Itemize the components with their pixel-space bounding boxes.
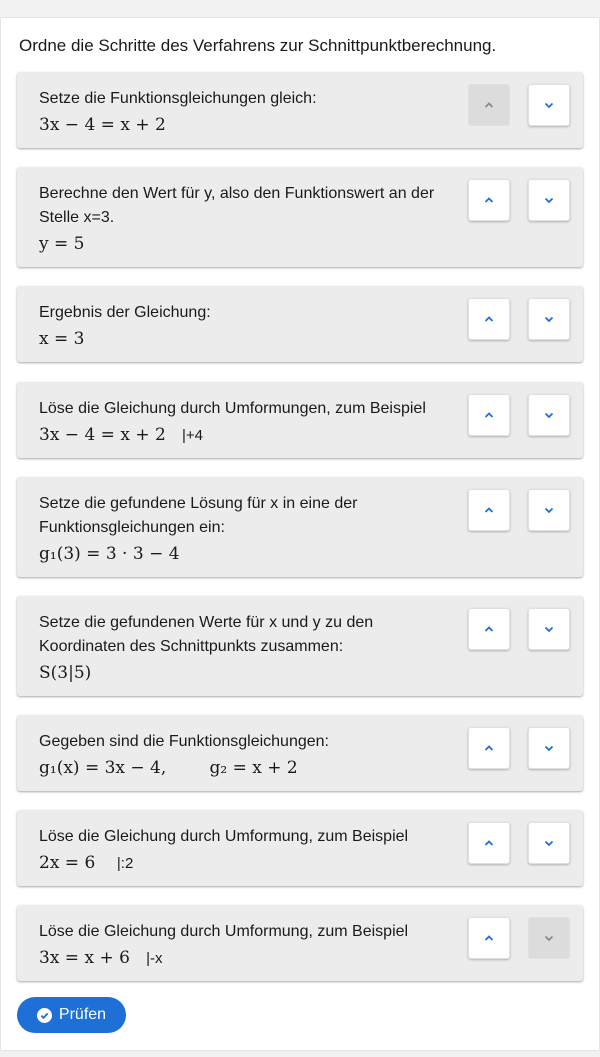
item-description: Löse die Gleichung durch Umformung, zum Beispiel (39, 923, 409, 940)
formula-expression: 3x − 4 = x + 2 (39, 425, 166, 445)
move-down-button[interactable] (528, 822, 570, 864)
item-text (39, 87, 444, 138)
chevron-down-icon (544, 505, 554, 515)
move-down-button[interactable] (528, 84, 570, 126)
item-formula: S(3|5) (39, 663, 92, 683)
chevron-up-icon (484, 624, 494, 634)
sortable-item[interactable] (17, 810, 583, 886)
sortable-item[interactable] (17, 596, 583, 696)
item-formula (39, 422, 444, 449)
item-description: Setze die gefundenen Werte für x und y zu den Koordinaten des Schnittpunkts zusammen: (39, 614, 374, 655)
item-description: Gegeben sind die Funktionsgleichungen: (39, 733, 329, 750)
formula-operation: |:2 (116, 855, 134, 872)
move-down-button[interactable] (528, 917, 570, 959)
chevron-up-icon (484, 314, 494, 324)
chevron-up-icon (484, 743, 494, 753)
item-text (39, 730, 444, 781)
formula-expression: 3x = x + 6 (39, 948, 130, 968)
item-text (39, 397, 444, 449)
item-text (39, 611, 444, 686)
chevron-down-icon (544, 624, 554, 634)
chevron-up-icon (484, 410, 494, 420)
item-formula: x = 3 (39, 329, 85, 349)
move-down-button[interactable] (528, 489, 570, 531)
chevron-up-icon (484, 505, 494, 515)
item-description: Ergebnis der Gleichung: (39, 304, 211, 321)
move-up-button[interactable] (468, 608, 510, 650)
item-text (39, 825, 444, 877)
sortable-item[interactable] (17, 382, 583, 458)
formula-operation: |-x (146, 950, 163, 967)
chevron-down-icon (544, 933, 554, 943)
sortable-item[interactable] (17, 477, 583, 577)
check-button-label: Prüfen (58, 1006, 107, 1023)
move-down-button[interactable] (528, 179, 570, 221)
task-instruction: Ordne die Schritte des Verfahrens zur Schnittpunktberechnung. (19, 36, 497, 55)
item-text (39, 920, 444, 972)
sortable-item[interactable] (17, 72, 583, 148)
chevron-up-icon (484, 100, 494, 110)
move-up-button[interactable] (468, 179, 510, 221)
move-up-button[interactable] (468, 298, 510, 340)
move-up-button[interactable] (468, 489, 510, 531)
item-description: Setze die Funktionsgleichungen gleich: (39, 90, 317, 107)
chevron-down-icon (544, 314, 554, 324)
item-formula: g₁(x) = 3x − 4, g₂ = x + 2 (39, 758, 298, 778)
chevron-up-icon (484, 195, 494, 205)
checkmark-icon (40, 1011, 49, 1020)
sortable-item[interactable] (17, 715, 583, 791)
formula-operation: |+4 (182, 427, 203, 444)
move-down-button[interactable] (528, 608, 570, 650)
item-description: Löse die Gleichung durch Umformung, zum Beispiel (39, 828, 409, 845)
move-down-button[interactable] (528, 394, 570, 436)
item-formula: g₁(3) = 3 · 3 − 4 (39, 544, 180, 564)
item-text (39, 492, 444, 567)
item-text (39, 182, 444, 257)
sortable-item[interactable] (17, 286, 583, 362)
item-formula: 3x − 4 = x + 2 (39, 115, 166, 135)
check-button[interactable] (17, 997, 126, 1033)
item-text (39, 301, 444, 352)
move-up-button[interactable] (468, 394, 510, 436)
item-description: Löse die Gleichung durch Umformungen, zum Beispiel (39, 400, 426, 417)
formula-expression: 2x = 6 (39, 853, 96, 873)
move-up-button[interactable] (468, 727, 510, 769)
item-formula (39, 850, 444, 877)
move-down-button[interactable] (528, 298, 570, 340)
move-up-button[interactable] (468, 822, 510, 864)
sortable-item[interactable] (17, 905, 583, 981)
move-up-button[interactable] (468, 917, 510, 959)
item-formula (39, 945, 444, 972)
chevron-down-icon (544, 838, 554, 848)
item-description: Berechne den Wert für y, also den Funktionswert an der Stelle x=3. (39, 185, 435, 226)
move-up-button[interactable] (468, 84, 510, 126)
item-formula: y = 5 (39, 234, 85, 254)
chevron-down-icon (544, 743, 554, 753)
chevron-down-icon (544, 410, 554, 420)
chevron-down-icon (544, 100, 554, 110)
move-down-button[interactable] (528, 727, 570, 769)
chevron-up-icon (484, 933, 494, 943)
item-description: Setze die gefundene Lösung für x in eine der Funktionsgleichungen ein: (39, 495, 358, 536)
chevron-down-icon (544, 195, 554, 205)
check-circle-icon (37, 1008, 52, 1023)
chevron-up-icon (484, 838, 494, 848)
sortable-item[interactable] (17, 167, 583, 267)
